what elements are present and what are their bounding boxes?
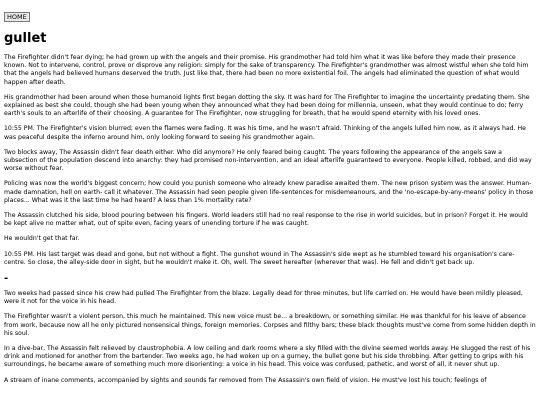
paragraph: Two weeks had passed since his crew had pulled The Firefighter from the blaze. Legally dead for three minutes, but life carried on. He would have been mildly pleased, were it not for the voice in his head. (4, 290, 523, 306)
page-title: gullet (4, 31, 47, 46)
story-part-one (4, 54, 536, 267)
paragraph: His grandmother had been around when those humanoid lights first began dotting the sky. It was hard for The Firefighter to imagine the uncertainty predating them. She explained as best she could, though she had been young when they announced what they had been doing for millennia, unseen, what they would continue to do; ferry earth's souls to an afterlife of their choosing. A guarantee for The Firefighter, now struggling for breath, that he would spend eternity with his loved ones. (4, 93, 530, 118)
paragraph: A stream of inane comments, accompanied by sights and sounds far removed from The Assassin's own field of vision. He must've lost his touch; feelings of (4, 376, 487, 384)
section-separator: - (4, 273, 9, 285)
story-part-two (4, 290, 536, 385)
paragraph: In a dive-bar, The Assassin felt relieved by claustrophobia. A low ceiling and dark rooms where a sky filled with the divine seemed worlds away. He slugged the rest of his drink and motioned for another from the bartender. Two weeks ago, he had woken up on a gurney, the bullet gone but his side throbbing. After getting to grips with his surroundings, he became aware of something much more disorienting: a voice in his head. This voice was confused, pathetic, and worst of all, it never shut up. (4, 345, 531, 369)
home-button[interactable]: HOME (4, 12, 30, 22)
paragraph: The Assassin clutched his side, blood pouring between his fingers. World leaders still had no real response to the rise in world suicides, but in prison? Forget it. He would be kept alive no matter what, out of spite even, facing years of unending torture if he was caught. (4, 212, 528, 228)
paragraph: The Firefighter wasn't a violent person, this much he maintained. This new voice must be... a breakdown, or something similar. He was thankful for his leave of absence from work, because now all he only pictured nonsensical things, foreign memories. Corpses and filthy bars; these black thoughts must've come from some hidden depth in his soul. (4, 313, 536, 337)
paragraph: He wouldn't get that far. (4, 235, 80, 243)
paragraph: 10:55 PM. His last target was dead and gone, but not without a fight. The gunshot wound in The Assassin's side wept as he stumbled toward his organisation's care-centre. So close, the alley-side door in sight, but he wouldn't make it. Oh, well. The sweet hereafter (wherever that was). He fell and didn't get back up. (4, 250, 515, 266)
paragraph: Policing was now the world's biggest concern; how could you punish someone who already knew paradise awaited them. The new prison system was the answer. Human-made damnation, hell on earth- call it whatever. The Assassin had seen people given life-sentences for misdemeanours, and the 'no-escape-by-any-means' policy in those places... What was it the last time he had heard? A less than 1% mortality rate? (4, 180, 534, 204)
paragraph: The Firefighter didn't fear dying; he had grown up with the angels and their promise. His grandmother had told him what it was like before they made their presence known. Not to intervene, control, prove or disprove any religion: simply for the sake of transparency. The Firefighter's grandmother was almost wistful when she told him that the angels had believed humans deserved the truth. Just like that, there had been no more existential foil. The angels had eliminated the question of what would happen after death. (4, 54, 529, 86)
paragraph: 10:55 PM. The Firefighter's vision blurred; even the flames were fading. It was his time, and he wasn't afraid. Thinking of the angels lulled him now, as it always had. He was peaceful despite the inferno around him, only looking forward to seeing his grandmother again. (4, 125, 526, 141)
paragraph: Two blocks away, The Assassin didn't fear death either. Who did anymore? He only feared being caught. The years following the appearance of the angels saw a subsection of the population descend into anarchy: they had promised non-intervention, and an ideal afterlife guaranteed to everyone. People killed, robbed, and did way worse without fear. (4, 148, 532, 173)
